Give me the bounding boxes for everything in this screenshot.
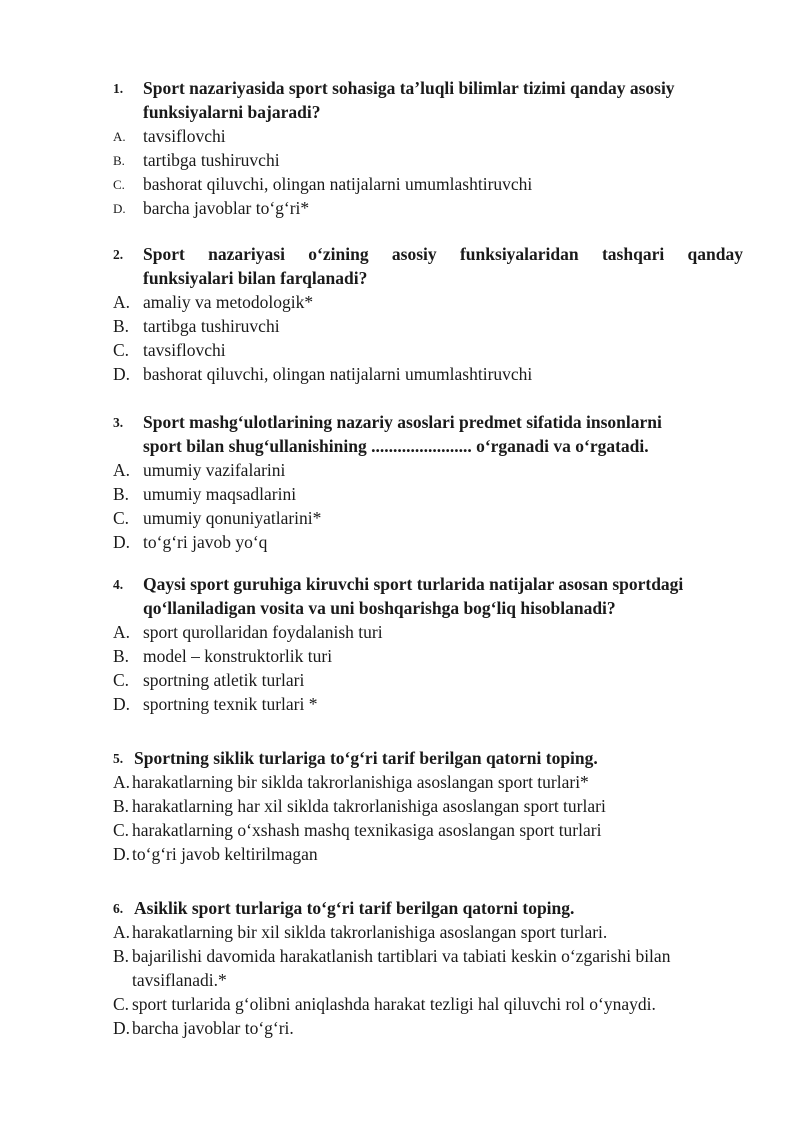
option-d: D. bashorat qiluvchi, olingan natijalarni umumlashtiruvchi bbox=[113, 364, 533, 384]
question-text: Qaysi sport guruhiga kiruvchi sport turlarida natijalar asosan sportdagi qo‘llaniladigan vosita va uni boshqarishga bog‘liq hisoblanadi? bbox=[143, 574, 684, 618]
option-b: B. bajarilishi davomida harakatlanish tartiblari va tabiati keskin o‘zgarishi bilan tavsiflanadi.* bbox=[113, 946, 671, 990]
question-header bbox=[113, 410, 743, 458]
question-text: Sport nazariyasida sport sohasiga ta’luqli bilimlar tizimi qanday asosiy funksiyalarni bajaradi? bbox=[143, 78, 675, 122]
option-a: A. harakatlarning bir xil siklda takrorlanishiga asoslangan sport turlari. bbox=[113, 922, 608, 942]
question-header bbox=[113, 76, 743, 124]
question-header bbox=[113, 896, 743, 920]
question-number: 4. bbox=[113, 577, 124, 592]
option-b: B. tartibga tushiruvchi bbox=[113, 150, 280, 170]
question-3 bbox=[113, 410, 743, 554]
question-5 bbox=[113, 746, 743, 866]
question-2 bbox=[113, 242, 743, 386]
option-b: B. harakatlarning har xil siklda takrorlanishiga asoslangan sport turlari bbox=[113, 796, 606, 816]
question-number: 6. bbox=[113, 901, 124, 916]
question-number: 5. bbox=[113, 751, 124, 766]
option-b: B. model – konstruktorlik turi bbox=[113, 646, 333, 666]
option-c: C. umumiy qonuniyatlarini* bbox=[113, 508, 322, 528]
question-header bbox=[113, 572, 743, 620]
option-a: A. sport qurollaridan foydalanish turi bbox=[113, 622, 383, 642]
option-d: D. sportning texnik turlari * bbox=[113, 694, 318, 714]
option-c: C. harakatlarning o‘xshash mashq texnikasiga asoslangan sport turlari bbox=[113, 820, 602, 840]
option-b: B. tartibga tushiruvchi bbox=[113, 316, 280, 336]
question-4 bbox=[113, 572, 743, 716]
option-d: D. barcha javoblar to‘g‘ri* bbox=[113, 198, 310, 218]
question-1 bbox=[113, 76, 743, 220]
question-header bbox=[113, 746, 743, 770]
option-d: D. to‘g‘ri javob keltirilmagan bbox=[113, 844, 318, 864]
question-6 bbox=[113, 896, 743, 1040]
option-c: C. bashorat qiluvchi, olingan natijalarni umumlashtiruvchi bbox=[113, 174, 533, 194]
option-c: C. tavsiflovchi bbox=[113, 340, 226, 360]
question-text: Sportning siklik turlariga to‘g‘ri tarif berilgan qatorni toping. bbox=[134, 748, 598, 768]
question-text: Sport mashg‘ulotlarining nazariy asoslari predmet sifatida insonlarni sport bilan shug‘ullanishining ....................... o‘rganadi va o‘rgatadi. bbox=[143, 412, 662, 456]
question-number: 2. bbox=[113, 247, 124, 262]
option-c: C. sportning atletik turlari bbox=[113, 670, 305, 690]
option-a: A. tavsiflovchi bbox=[113, 126, 226, 146]
question-text: Asiklik sport turlariga to‘g‘ri tarif berilgan qatorni toping. bbox=[134, 898, 575, 918]
question-number: 3. bbox=[113, 415, 124, 430]
question-number: 1. bbox=[113, 81, 124, 96]
question-header bbox=[113, 242, 743, 290]
option-c: C. sport turlarida g‘olibni aniqlashda harakat tezligi hal qiluvchi rol o‘ynaydi. bbox=[113, 994, 656, 1014]
option-a: A. harakatlarning bir siklda takrorlanishiga asoslangan sport turlari* bbox=[113, 772, 589, 792]
option-a: A. amaliy va metodologik* bbox=[113, 292, 314, 312]
option-d: D. to‘g‘ri javob yo‘q bbox=[113, 532, 268, 552]
question-text: Sport nazariyasi o‘zining asosiy funksiyalaridan tashqari qanday funksiyalari bilan farqlanadi? bbox=[143, 244, 743, 288]
option-b: B. umumiy maqsadlarini bbox=[113, 484, 297, 504]
option-a: A. umumiy vazifalarini bbox=[113, 460, 286, 480]
option-d: D. barcha javoblar to‘g‘ri. bbox=[113, 1018, 294, 1038]
